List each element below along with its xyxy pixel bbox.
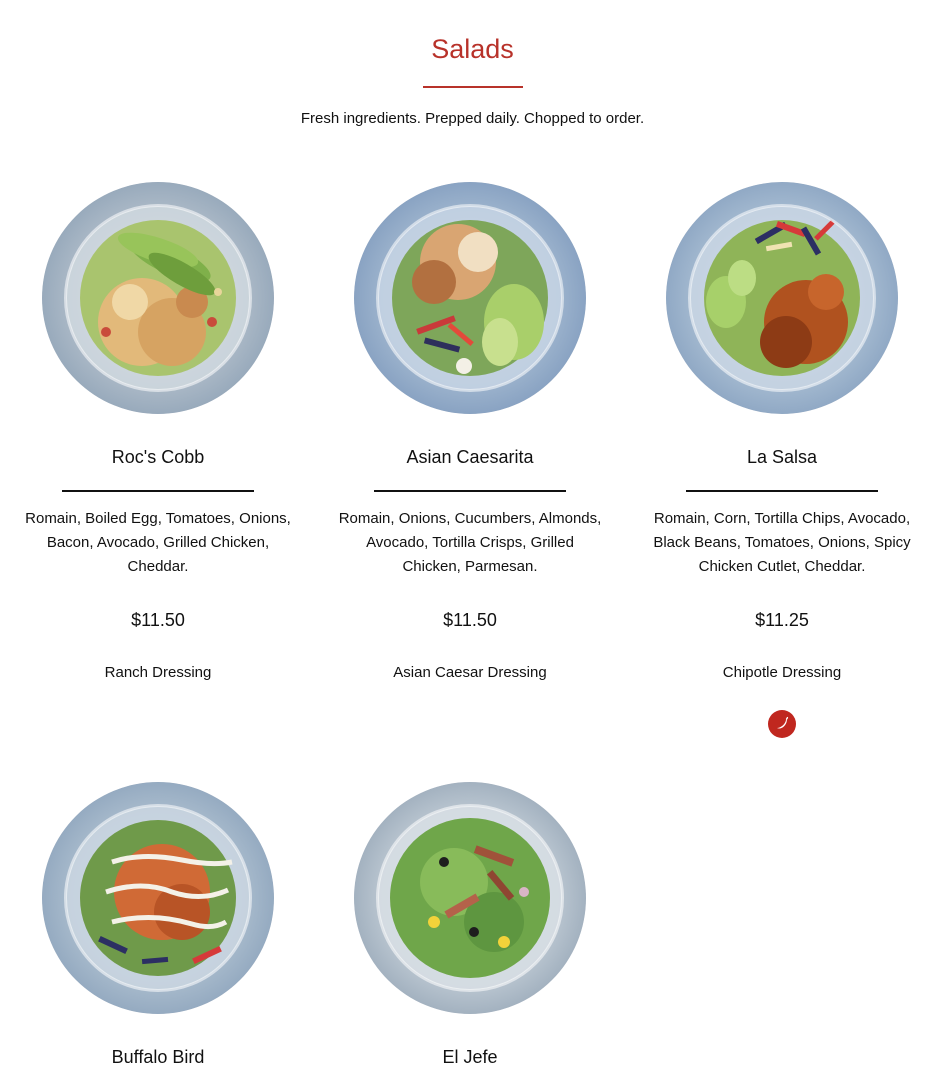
menu-card-asian-caesarita[interactable] [320, 182, 620, 682]
salad-photo [42, 782, 274, 1014]
salad-photo [354, 782, 586, 1014]
item-divider [686, 490, 878, 492]
item-dressing: Asian Caesar Dressing [393, 664, 547, 681]
item-divider [374, 490, 566, 492]
item-name: La Salsa [746, 447, 818, 467]
section-subtitle: Fresh ingredients. Prepped daily. Chopped to order. [300, 110, 645, 127]
item-name: Roc's Cobb [111, 447, 205, 467]
item-price: $11.50 [131, 610, 185, 630]
salad-photo [42, 182, 274, 414]
item-description: Romain, Onions, Cucumbers, Almonds, Avocado, Tortilla Crisps, Grilled Chicken, Parmesan. [338, 510, 602, 575]
item-description: Romain, Boiled Egg, Tomatoes, Onions, Bacon, Avocado, Grilled Chicken, Cheddar. [25, 510, 291, 575]
item-name: El Jefe [442, 1047, 498, 1067]
menu-card-rocs-cobb[interactable] [8, 182, 308, 682]
item-name: Buffalo Bird [111, 1047, 205, 1067]
item-name: Asian Caesarita [406, 447, 534, 467]
chili-pepper-icon [774, 716, 790, 732]
item-divider [62, 490, 254, 492]
menu-card-buffalo-bird[interactable] [8, 782, 308, 1068]
salad-photo [354, 182, 586, 414]
section-title: Salads [431, 34, 514, 64]
item-price: $11.25 [755, 610, 809, 630]
item-dressing: Ranch Dressing [104, 664, 212, 681]
title-divider [423, 86, 523, 88]
menu-card-el-jefe[interactable] [320, 782, 620, 1068]
menu-card-la-salsa[interactable] [632, 182, 932, 738]
item-description: Romain, Corn, Tortilla Chips, Avocado, Black Beans, Tomatoes, Onions, Spicy Chicken Cutlet, Cheddar. [653, 510, 911, 575]
item-dressing: Chipotle Dressing [722, 664, 842, 681]
item-price: $11.50 [443, 610, 497, 630]
section-header [0, 0, 945, 128]
spicy-badge [768, 710, 796, 738]
salad-photo [666, 182, 898, 414]
